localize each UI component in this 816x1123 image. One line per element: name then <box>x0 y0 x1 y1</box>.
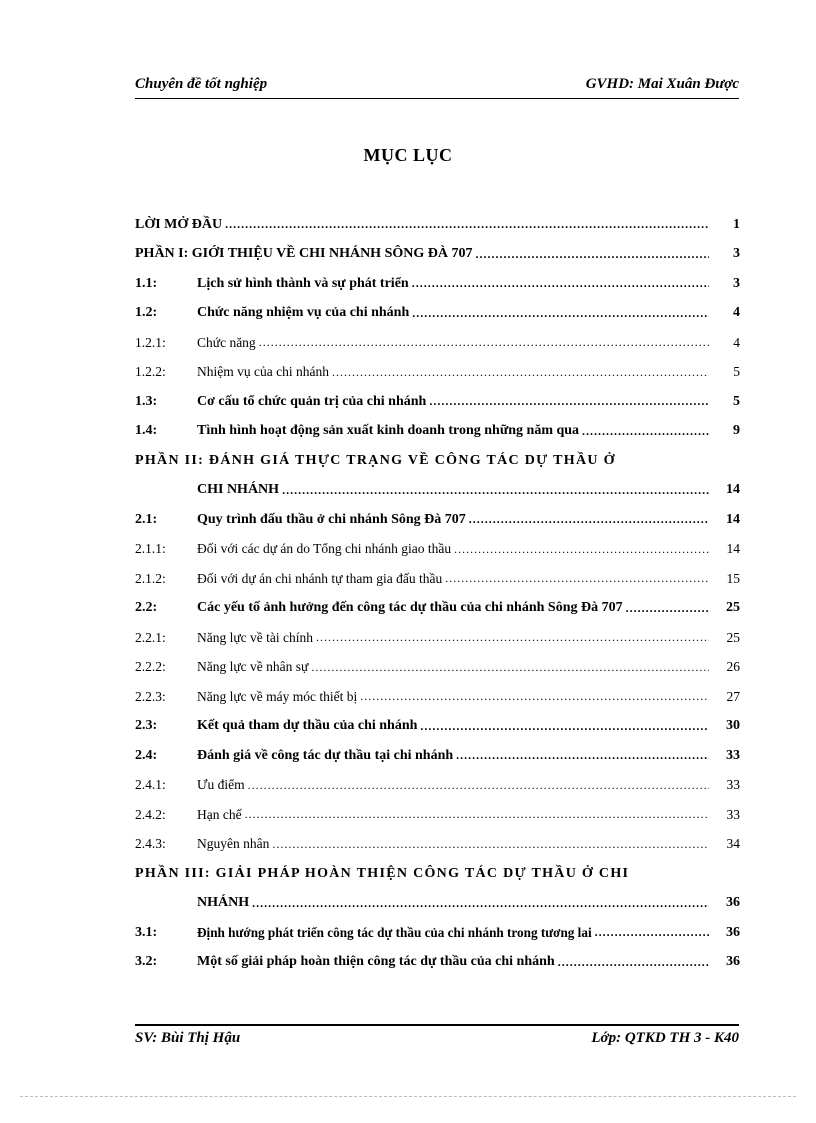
toc-leader <box>595 925 709 940</box>
toc-page: 14 <box>726 541 740 557</box>
toc-leader <box>248 778 709 793</box>
toc-text: Quy trình đấu thầu ở chi nhánh Sông Đà 707 <box>197 511 466 527</box>
toc-leader <box>420 719 709 734</box>
toc-entry[interactable] <box>135 712 740 742</box>
toc-entry[interactable] <box>135 948 740 978</box>
toc-leader <box>245 807 709 822</box>
toc-text: PHẦN I: GIỚI THIỆU VỀ CHI NHÁNH SÔNG ĐÀ 707 <box>135 246 473 262</box>
toc-number: 2.3: <box>135 718 158 734</box>
toc-entry[interactable] <box>135 653 740 683</box>
toc-entry[interactable] <box>135 210 740 240</box>
toc-number: 2.2: <box>135 600 158 616</box>
toc-page: 1 <box>733 216 740 232</box>
toc-page: 15 <box>726 570 740 586</box>
toc-number: 2.4: <box>135 747 158 763</box>
toc-entry[interactable] <box>135 564 740 594</box>
toc-text: LỜI MỞ ĐẦU <box>135 216 223 232</box>
toc-page: 4 <box>733 305 740 321</box>
footer-right: Lớp: QTKD TH 3 - K40 <box>591 1030 739 1046</box>
toc-leader <box>332 365 709 380</box>
toc-entry[interactable] <box>135 535 740 565</box>
toc-leader <box>272 837 709 852</box>
toc-text: Ưu điểm <box>197 777 245 793</box>
toc-number: 2.1.1: <box>135 541 166 557</box>
page-title: MỤC LỤC <box>363 145 453 165</box>
toc-leader <box>225 217 709 232</box>
toc-leader <box>316 630 709 645</box>
toc-entry[interactable] <box>135 682 740 712</box>
toc-leader <box>259 335 709 350</box>
toc-leader <box>252 896 709 911</box>
toc-page: 36 <box>726 895 740 911</box>
toc-page: 4 <box>733 334 740 350</box>
toc-leader <box>282 483 709 498</box>
toc-text: Đối với dự án chi nhánh tự tham gia đấu thầu <box>197 570 443 586</box>
toc-entry-part-heading[interactable] <box>135 859 740 889</box>
toc-text: Đối với các dự án do Tổng chi nhánh giao thầu <box>197 541 452 557</box>
toc-page: 25 <box>726 629 740 645</box>
toc-text: Năng lực về máy móc thiết bị <box>197 688 358 704</box>
toc-number: 1.2.1: <box>135 334 166 350</box>
toc-page: 34 <box>726 836 740 852</box>
toc-leader <box>429 394 709 409</box>
toc-number: 1.4: <box>135 423 158 439</box>
toc-number: 2.2.2: <box>135 659 166 675</box>
toc-entry[interactable] <box>135 476 740 506</box>
toc-entry[interactable] <box>135 387 740 417</box>
page-header <box>135 76 739 99</box>
toc-leader <box>360 689 709 704</box>
toc-text: PHẦN II: ĐÁNH GIÁ THỰC TRẠNG VỀ CÔNG TÁC DỰ THẦU Ở <box>135 452 616 468</box>
toc-leader <box>582 424 709 439</box>
toc-text: Nguyên nhân <box>197 836 270 852</box>
toc-number: 2.1.2: <box>135 570 166 586</box>
toc-text: Một số giải pháp hoàn thiện công tác dự thầu của chi nhánh <box>197 954 555 970</box>
toc-number: 1.2: <box>135 305 158 321</box>
toc-text: Kết quả tham dự thầu của chi nhánh <box>197 718 418 734</box>
toc-number: 2.4.3: <box>135 836 166 852</box>
table-of-contents <box>135 210 740 977</box>
toc-text: Các yếu tố ảnh hưởng đến công tác dự thầu của chi nhánh Sông Đà 707 <box>197 600 623 616</box>
header-left: Chuyên đề tốt nghiệp <box>135 76 268 92</box>
toc-number: 2.2.1: <box>135 629 166 645</box>
toc-page: 26 <box>726 659 740 675</box>
toc-text: Hạn chế <box>197 806 242 822</box>
toc-number: 2.4.2: <box>135 806 166 822</box>
toc-text: Năng lực về nhân sự <box>197 659 309 675</box>
toc-entry[interactable] <box>135 623 740 653</box>
toc-entry[interactable] <box>135 771 740 801</box>
toc-text: Chức năng nhiệm vụ của chi nhánh <box>197 305 410 321</box>
toc-page: 25 <box>726 600 740 616</box>
toc-page: 27 <box>726 688 740 704</box>
toc-entry[interactable] <box>135 594 740 624</box>
toc-text: Lịch sử hình thành và sự phát triển <box>197 275 409 291</box>
toc-text: Đánh giá về công tác dự thầu tại chi nhánh <box>197 747 454 763</box>
toc-number: 3.1: <box>135 924 158 940</box>
page-boundary-line <box>20 1096 796 1097</box>
toc-page: 3 <box>733 275 740 291</box>
toc-page: 33 <box>726 777 740 793</box>
header-right: GVHD: Mai Xuân Được <box>585 76 739 92</box>
toc-text: Tình hình hoạt động sản xuất kinh doanh trong những năm qua <box>197 423 580 439</box>
toc-entry[interactable] <box>135 830 740 860</box>
toc-text: Cơ cấu tổ chức quản trị của chi nhánh <box>197 393 427 409</box>
toc-leader <box>454 542 709 557</box>
toc-leader <box>626 601 709 616</box>
toc-leader <box>469 512 709 527</box>
toc-text: Nhiệm vụ của chi nhánh <box>197 364 329 380</box>
toc-entry[interactable] <box>135 741 740 771</box>
toc-text: Năng lực về tài chính <box>197 629 314 645</box>
toc-page: 33 <box>726 806 740 822</box>
toc-number: 3.2: <box>135 954 158 970</box>
footer-left: SV: Bùi Thị Hậu <box>135 1030 241 1046</box>
toc-leader <box>412 276 709 291</box>
toc-entry[interactable] <box>135 328 740 358</box>
toc-entry-part-heading[interactable] <box>135 446 740 476</box>
toc-number: 2.1: <box>135 511 158 527</box>
toc-entry[interactable] <box>135 417 740 447</box>
toc-page: 3 <box>733 246 740 262</box>
page-footer <box>135 1024 739 1050</box>
toc-text: Định hướng phát triển công tác dự thầu của chi nhánh trong tương lai <box>197 924 592 940</box>
toc-page: 36 <box>726 954 740 970</box>
toc-page: 9 <box>733 423 740 439</box>
toc-number: 1.2.2: <box>135 364 166 380</box>
toc-page: 5 <box>733 364 740 380</box>
toc-entry[interactable] <box>135 299 740 329</box>
toc-text: NHÁNH <box>197 895 250 911</box>
toc-leader <box>311 660 709 675</box>
toc-text: Chức năng <box>197 334 256 350</box>
toc-page: 5 <box>733 393 740 409</box>
toc-page: 30 <box>726 718 740 734</box>
toc-entry[interactable] <box>135 800 740 830</box>
toc-leader <box>558 955 709 970</box>
toc-number: 2.2.3: <box>135 688 166 704</box>
toc-number: 2.4.1: <box>135 777 166 793</box>
toc-entry[interactable] <box>135 269 740 299</box>
toc-number: 1.3: <box>135 393 158 409</box>
toc-leader <box>445 571 709 586</box>
toc-entry[interactable] <box>135 505 740 535</box>
toc-leader <box>412 306 709 321</box>
toc-page: 36 <box>726 924 740 940</box>
toc-page: 14 <box>726 482 740 498</box>
toc-number: 1.1: <box>135 275 158 291</box>
toc-text: PHẦN III: GIẢI PHÁP HOÀN THIỆN CÔNG TÁC DỰ THẦU Ở CHI <box>135 865 630 881</box>
toc-leader <box>475 247 709 262</box>
toc-entry[interactable] <box>135 889 740 919</box>
toc-entry[interactable] <box>135 358 740 388</box>
toc-entry[interactable] <box>135 918 740 948</box>
toc-page: 33 <box>726 747 740 763</box>
toc-page: 14 <box>726 511 740 527</box>
toc-leader <box>456 748 709 763</box>
toc-entry[interactable] <box>135 240 740 270</box>
toc-text: CHI NHÁNH <box>197 482 280 498</box>
